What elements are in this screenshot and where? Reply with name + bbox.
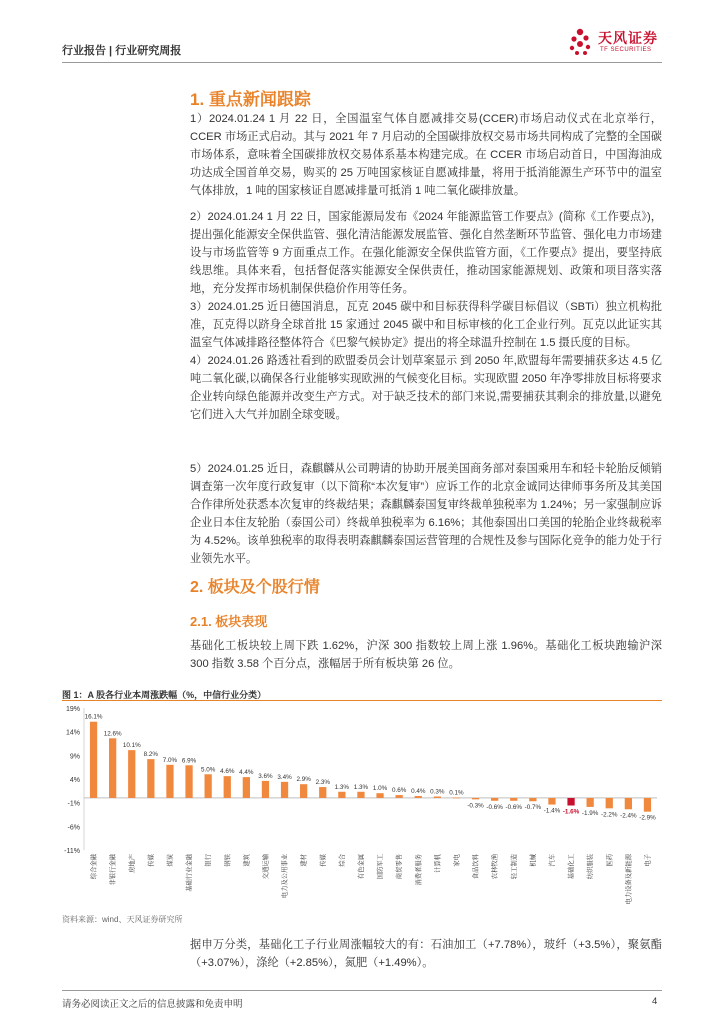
data-label: 2.3% [315, 779, 330, 787]
header-title: 行业报告 | 行业研究周报 [62, 45, 182, 57]
y-tick-label: -11% [64, 848, 80, 855]
data-label: 8.2% [143, 751, 159, 759]
bar [606, 798, 613, 808]
y-tick-label: -6% [67, 824, 80, 832]
category-label: 轻工制造 [510, 854, 518, 880]
industry-weekly-change-chart [62, 702, 662, 912]
logo-sub: TF SECURITIES [600, 47, 652, 53]
bar [205, 774, 212, 798]
data-label: 1.0% [372, 785, 388, 793]
bar [434, 797, 441, 798]
data-label: -0.6% [505, 803, 522, 811]
bar [262, 781, 269, 798]
bar [376, 793, 383, 798]
category-label: 综合 [338, 854, 346, 867]
y-tick-label: 4% [69, 777, 80, 784]
data-label: 0.4% [411, 788, 426, 796]
data-label: -2.4% [620, 812, 637, 820]
category-label: 电子 [644, 854, 652, 867]
data-label: -1.9% [581, 809, 599, 817]
y-tick-label: 19% [65, 706, 80, 713]
news-item-3: 3）2024.01.25 近日德国消息，瓦克 2045 碳中和目标获得科学碳目标倡议（SBTi）独立机构批准，瓦克得以跻身全球首批 15 家通过 2045 碳中和目标审核的化工企业行列。瓦克以此证实其温室气体减排路径整体符合《巴黎气候协定》提出的将全球温升控制在 1.5 摄氏度的目标。 [190, 301, 662, 349]
category-label: 电力及公用事业 [281, 854, 289, 899]
y-tick-label: 14% [65, 729, 80, 737]
category-label: 有色金属 [357, 854, 365, 880]
data-label: 0.3% [430, 788, 445, 796]
data-label: 7.0% [162, 756, 178, 764]
category-label: 家电 [453, 854, 461, 867]
category-label: 非银行金融 [109, 854, 117, 886]
bar [644, 798, 651, 812]
category-label: 国防军工 [377, 854, 385, 880]
data-label: 5.0% [200, 766, 216, 774]
category-label: 建材 [300, 854, 308, 867]
category-label: 汽车 [548, 854, 556, 867]
page-number: 4 [652, 996, 658, 1007]
bar [300, 784, 307, 798]
figure-title: 图 1：A 股各行业本周涨跌幅（%，中信行业分类） [62, 690, 267, 700]
bar [128, 750, 135, 798]
category-label: 钢铁 [224, 854, 232, 867]
category-label: 传媒 [319, 854, 327, 867]
figure-divider [62, 700, 662, 701]
category-label: 电力设备及新能源 [625, 854, 633, 905]
data-label: 4.4% [239, 769, 254, 777]
category-label: 食品饮料 [472, 854, 480, 880]
news-item-2: 2）2024.01.24 1 月 22 日，国家能源局发布《2024 年能源监管工作要点》(简称《工作要点》)，提出强化能源安全保供监管、强化清洁能源发展监管、强化自然垄断环节监管、强化电力市场建设与市场监管等 9 方面重点工作。在强化能源安全保供监管方面，《工作要点》提出，要坚持底线思维。具体来看，包括督促落实能源安全保供责任，推动国家能源规划、政策和项目落实落地，充分发挥市场机制保供稳价作用等任务。 [190, 211, 662, 295]
bar [491, 798, 498, 801]
data-label: -2.9% [639, 814, 656, 822]
bar [415, 796, 422, 798]
section-heading-market: 2. 板块及个股行情 [190, 579, 320, 596]
data-label: 2.9% [296, 776, 311, 784]
bar [90, 722, 97, 798]
category-label: 综合金融 [90, 854, 98, 880]
category-label: 消费者服务 [415, 854, 423, 886]
bar [166, 765, 173, 798]
category-label: 交通运输 [262, 854, 270, 880]
bar [548, 798, 555, 805]
category-label: 基础化工 [568, 854, 576, 880]
data-label: 1.3% [353, 783, 369, 791]
bar [472, 798, 479, 799]
category-label: 商贸零售 [396, 854, 404, 880]
bar [396, 795, 403, 798]
bar [243, 777, 250, 798]
sub-industry-summary: 据申万分类，基础化工子行业周涨幅较大的有：石油加工（+7.78%），玻纤（+3.5%），聚氨酯（+3.07%），涤纶（+2.85%），氮肥（+1.49%）。 [190, 939, 662, 969]
y-tick-label: 9% [69, 753, 80, 761]
disclaimer-text: 请务必阅读正文之后的信息披露和免责申明 [62, 999, 243, 1010]
data-label: 16.1% [84, 713, 103, 721]
data-label: -0.3% [467, 802, 484, 810]
logo-name: 天风证券 [598, 30, 658, 46]
section-heading-news: 1. 重点新闻跟踪 [190, 90, 311, 109]
data-label: 10.1% [122, 742, 141, 750]
bar [338, 792, 345, 798]
performance-summary: 基础化工板块较上周下跌 1.62%，沪深 300 指数较上周上涨 1.96%。基础化工板块跑输沪深 300 指数 3.58 个百分点，涨幅居于所有板块第 26 位。 [190, 640, 662, 670]
category-label: 建筑 [243, 854, 251, 867]
category-label: 传媒 [147, 854, 155, 867]
data-label: -0.6% [486, 803, 503, 811]
category-label: 机械 [529, 854, 537, 867]
bar [147, 759, 154, 798]
data-label: -1.4% [543, 807, 561, 815]
bar [453, 797, 460, 798]
data-label: 6.9% [181, 757, 197, 765]
footer-divider [62, 990, 662, 991]
category-label: 农林牧渔 [491, 854, 499, 880]
category-label: 煤炭 [166, 854, 174, 867]
bar [357, 792, 364, 798]
data-label: 0.1% [449, 789, 464, 797]
bar [625, 798, 632, 809]
bar [281, 782, 288, 798]
figure-source: 资料来源：wind、天风证券研究所 [62, 915, 183, 924]
data-label: -0.7% [524, 804, 542, 812]
news-item-4: 4）2024.01.26 路透社看到的欧盟委员会计划草案显示 到 2050 年,欧盟每年需要捕获多达 4.5 亿吨二氧化碳,以确保各行业能够实现欧洲的气候变化目标。实现欧盟 2050 年净零排放目标将要求企业转向绿色能源并改变生产方式。对于缺乏技术的部门来说,需要捕获其剩余的排放量,以避免它们进入大气并加剧全球变暖。 [190, 355, 662, 421]
news-item-5: 5）2024.01.25 近日，森麒麟从公司聘请的协助开展美国商务部对泰国乘用车和轻卡轮胎反倾销调查第一次年度行政复审（以下简称“本次复审”）应诉工作的北京金诚同达律师事务所及其美国合作律所处获悉本次复审的终裁结果；森麒麟泰国复审终裁单独税率为 1.24%；另一家强制应诉企业日本住友轮胎（泰国公司）终裁单独税率为 6.16%；其他泰国出口美国的轮胎企业终裁税率为 4.52%。该单独税率的取得表明森麒麟泰国运营管理的合规性及参与国际化竞争的能力处于行业领先水平。 [190, 463, 662, 565]
data-label: 0.6% [391, 787, 407, 795]
bar [224, 776, 231, 798]
bar [587, 798, 594, 807]
subsection-heading-performance: 2.1. 板块表现 [190, 614, 268, 629]
category-label: 银行 [205, 854, 213, 867]
data-label: -1.6% [562, 808, 580, 816]
bar [185, 765, 192, 798]
news-item-1: 1）2024.01.24 1 月 22 日，全国温室气体自愿减排交易(CCER)市场启动仪式在北京举行，CCER 市场正式启动。其与 2021 年 7 月启动的全国碳排放权交易市场共同构成了完整的全国碳市场体系，意味着全国碳排放权交易体系基本构建完成。在 CCER 市场启动首日，中国海油成功达成全国首单交易，购买的 25 万吨国家核证自愿减排量，将用于抵消能源生产环节中的温室气体排放，1 吨的国家核证自愿减排量可抵消 1 吨二氧化碳排放量。 [190, 113, 662, 197]
category-label: 房地产 [128, 854, 136, 873]
category-label: 计算机 [434, 854, 442, 873]
data-label: 3.6% [258, 772, 273, 780]
data-label: 1.3% [334, 783, 350, 791]
bar [109, 738, 116, 798]
y-tick-label: -1% [67, 800, 80, 808]
category-label: 基础行业金融 [186, 854, 194, 892]
category-label: 纺织服装 [587, 854, 595, 880]
category-label: 医药 [606, 854, 614, 867]
data-label: -2.2% [601, 811, 618, 819]
data-label: 3.4% [277, 773, 292, 781]
bar [319, 787, 326, 798]
data-label: 12.6% [103, 730, 122, 738]
data-label: 4.6% [220, 768, 235, 776]
bar [567, 798, 574, 806]
bar [529, 798, 536, 801]
bar [510, 798, 517, 801]
